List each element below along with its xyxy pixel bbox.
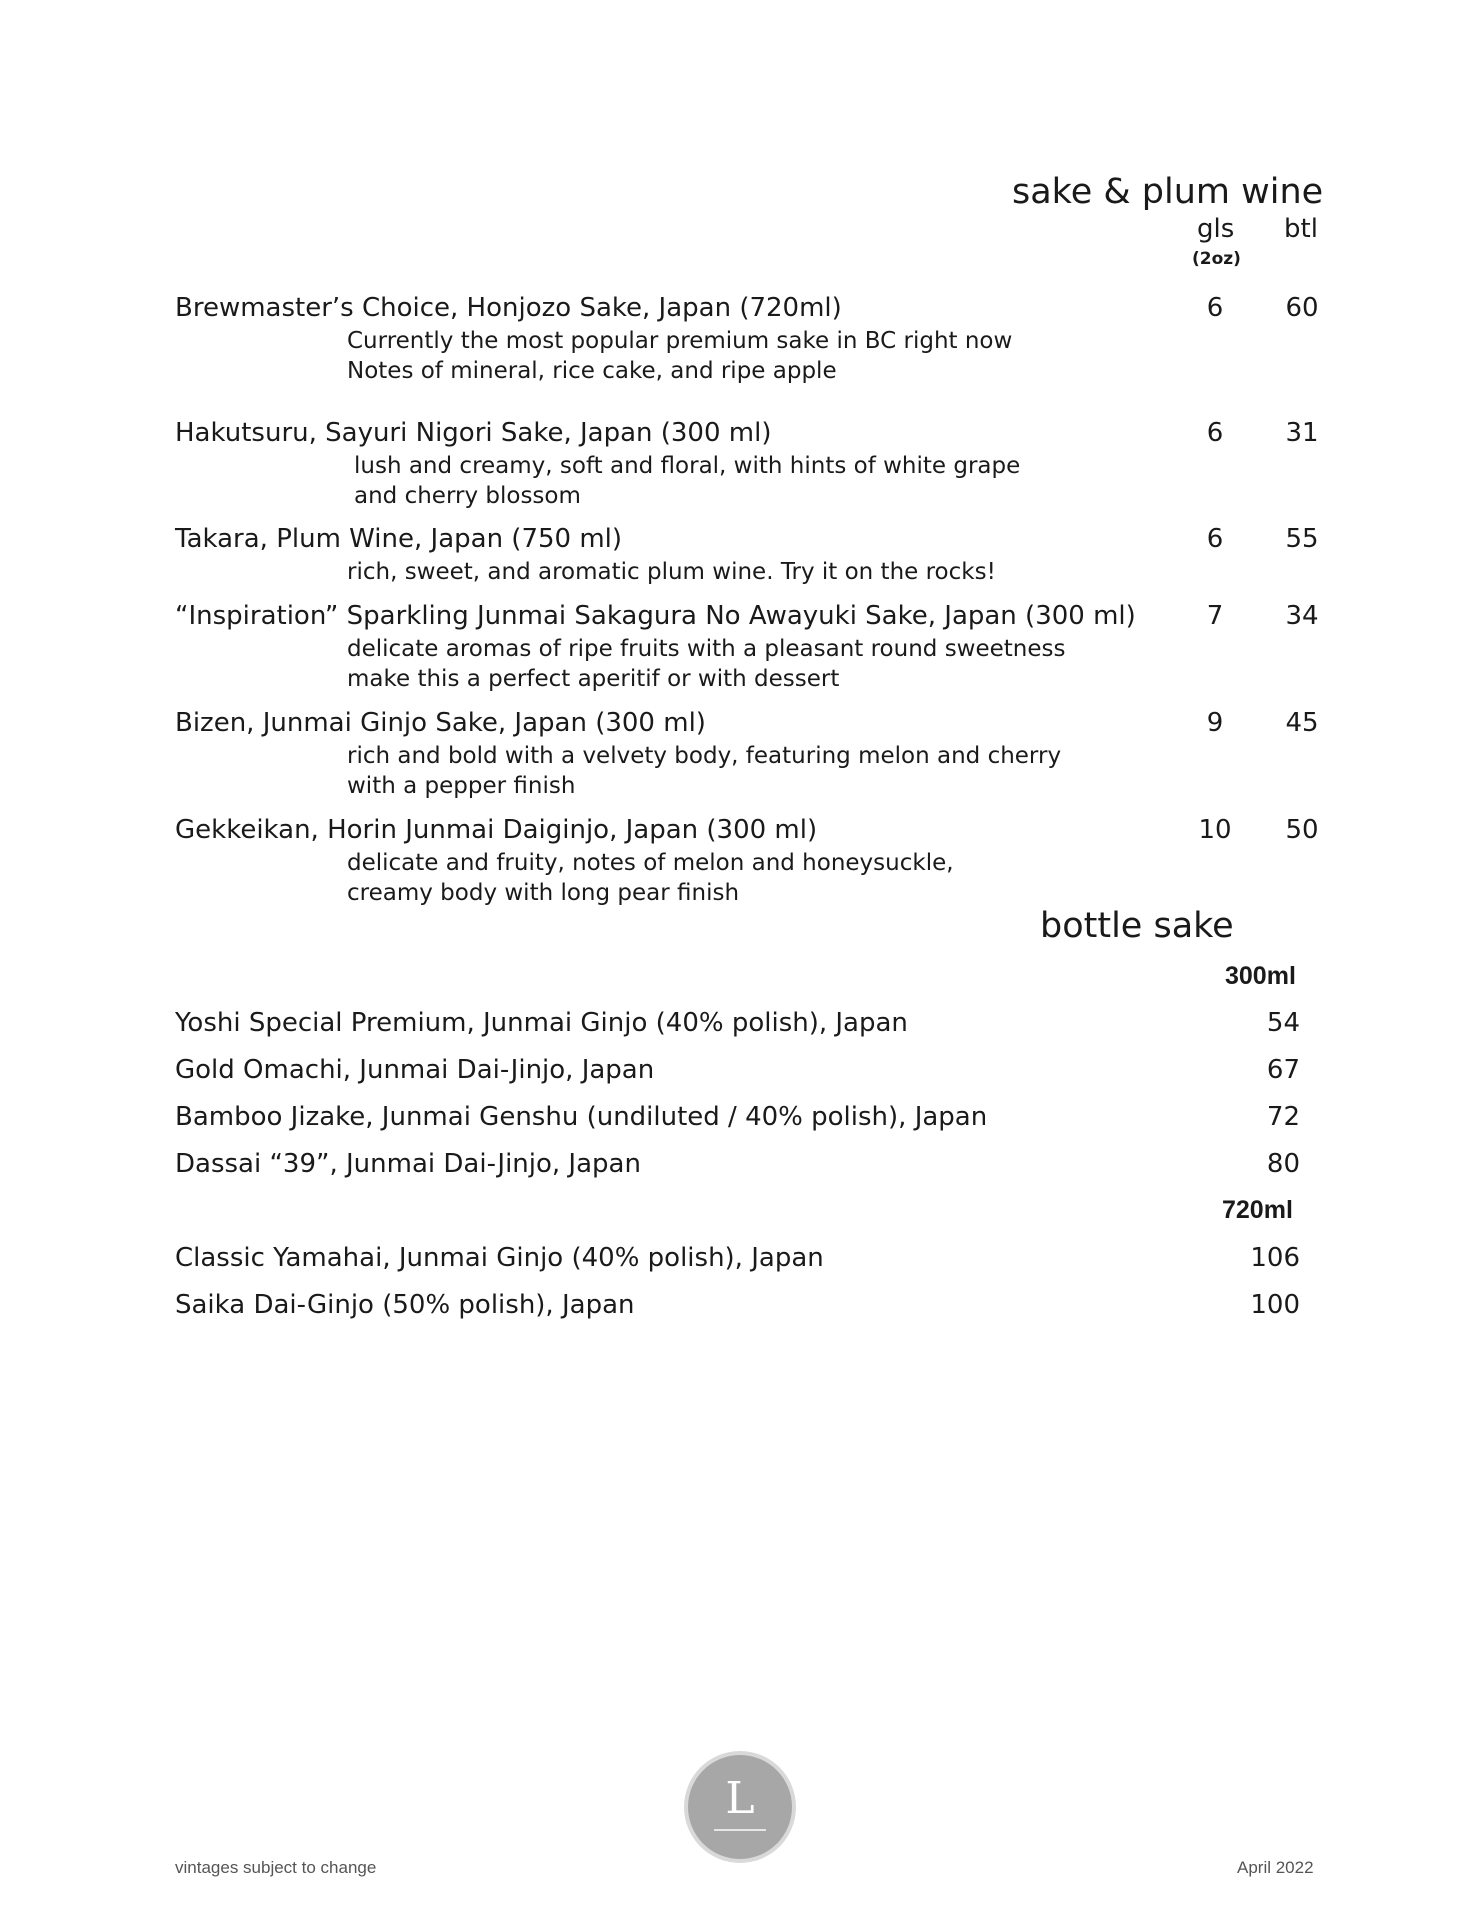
price-glass: 7	[1206, 601, 1224, 631]
section-title-sake: sake & plum wine	[1012, 172, 1324, 212]
column-header-bottle: btl	[1284, 214, 1318, 244]
price-bottle: 50	[1285, 815, 1319, 845]
bottle-price: 54	[1266, 1008, 1300, 1038]
section-title-bottle: bottle sake	[1040, 906, 1234, 946]
item-description: Currently the most popular premium sake in BC right now	[347, 328, 1013, 354]
bottle-price: 80	[1266, 1149, 1300, 1179]
price-bottle: 45	[1285, 708, 1319, 738]
price-glass: 6	[1206, 418, 1224, 448]
footer-date: April 2022	[1237, 1858, 1314, 1877]
item-description: make this a perfect aperitif or with dessert	[347, 666, 840, 692]
size-header-300ml: 300ml	[1225, 962, 1296, 990]
column-header-glass: gls	[1197, 214, 1235, 244]
price-glass: 6	[1206, 293, 1224, 323]
bottle-name: Bamboo Jizake, Junmai Genshu (undiluted / 40% polish), Japan	[175, 1102, 988, 1132]
price-glass: 9	[1206, 708, 1224, 738]
item-description: creamy body with long pear finish	[347, 880, 740, 906]
column-header-glass-size: (2oz)	[1192, 249, 1241, 269]
price-glass: 6	[1206, 524, 1224, 554]
price-bottle: 31	[1285, 418, 1319, 448]
bottle-price: 67	[1266, 1055, 1300, 1085]
bottle-name: Classic Yamahai, Junmai Ginjo (40% polish), Japan	[175, 1243, 824, 1273]
item-description: delicate and fruity, notes of melon and honeysuckle,	[347, 850, 954, 876]
bottle-name: Gold Omachi, Junmai Dai-Jinjo, Japan	[175, 1055, 655, 1085]
bottle-price: 106	[1250, 1243, 1300, 1273]
item-description: delicate aromas of ripe fruits with a pleasant round sweetness	[347, 636, 1066, 662]
logo-divider	[714, 1829, 766, 1831]
item-description: lush and creamy, soft and floral, with hints of white grape	[354, 453, 1021, 479]
price-glass: 10	[1198, 815, 1232, 845]
bottle-name: Yoshi Special Premium, Junmai Ginjo (40% polish), Japan	[175, 1008, 908, 1038]
bottle-price: 100	[1250, 1290, 1300, 1320]
price-bottle: 60	[1285, 293, 1319, 323]
footer-note: vintages subject to change	[175, 1858, 377, 1877]
bottle-name: Saika Dai-Ginjo (50% polish), Japan	[175, 1290, 635, 1320]
logo-letter: L	[725, 1773, 755, 1824]
item-name: Hakutsuru, Sayuri Nigori Sake, Japan (300 ml)	[175, 418, 772, 448]
size-header-720ml: 720ml	[1222, 1196, 1293, 1224]
bottle-name: Dassai “39”, Junmai Dai-Jinjo, Japan	[175, 1149, 641, 1179]
item-name: “Inspiration” Sparkling Junmai Sakagura No Awayuki Sake, Japan (300 ml)	[175, 601, 1136, 631]
item-name: Brewmaster’s Choice, Honjozo Sake, Japan (720ml)	[175, 293, 842, 323]
price-bottle: 34	[1285, 601, 1319, 631]
item-description: with a pepper finish	[347, 773, 576, 799]
item-name: Gekkeikan, Horin Junmai Daiginjo, Japan (300 ml)	[175, 815, 818, 845]
restaurant-logo	[688, 1755, 792, 1859]
item-description: and cherry blossom	[354, 483, 581, 509]
bottle-price: 72	[1266, 1102, 1300, 1132]
item-description: Notes of mineral, rice cake, and ripe apple	[347, 358, 837, 384]
item-name: Bizen, Junmai Ginjo Sake, Japan (300 ml)	[175, 708, 706, 738]
item-name: Takara, Plum Wine, Japan (750 ml)	[175, 524, 623, 554]
item-description: rich and bold with a velvety body, featuring melon and cherry	[347, 743, 1062, 769]
price-bottle: 55	[1285, 524, 1319, 554]
item-description: rich, sweet, and aromatic plum wine. Try it on the rocks!	[347, 559, 996, 585]
